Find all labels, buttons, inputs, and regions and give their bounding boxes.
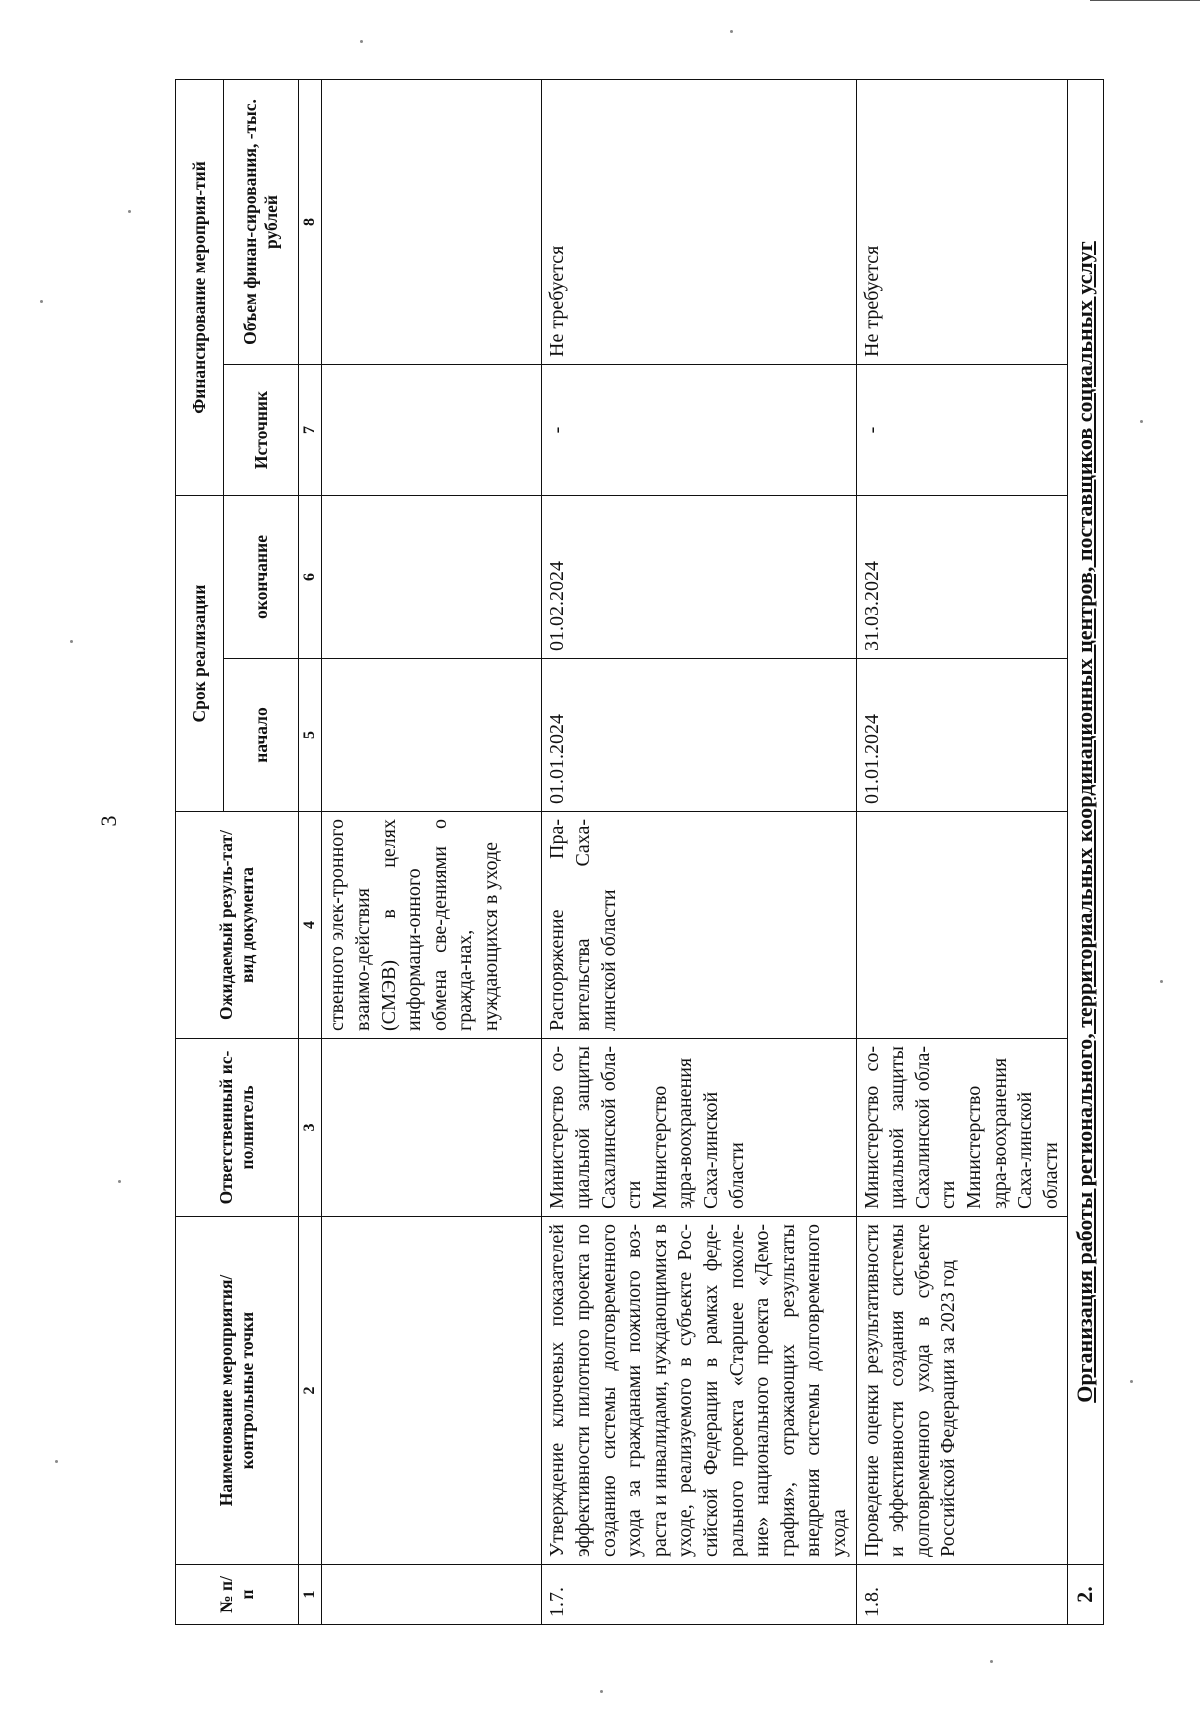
scan-speck — [1130, 1380, 1133, 1383]
section-num: 2. — [1068, 1565, 1103, 1625]
header-row-1 — [176, 79, 224, 1624]
header-finance: Финансирование мероприя-тий — [176, 79, 224, 495]
row-start — [322, 659, 542, 812]
column-number: 3 — [299, 1039, 322, 1217]
page-number: 3 — [96, 815, 121, 827]
scan-speck — [1140, 420, 1143, 423]
row-result: Распоряжение Пра-вительства Саха-линской области — [542, 812, 856, 1039]
row-executor — [542, 1039, 856, 1217]
row-source — [322, 364, 542, 495]
row-num — [322, 1565, 542, 1625]
executor-line: Министерство здра-воохранения Саха-линской области — [962, 1057, 1062, 1209]
scan-speck — [990, 1660, 993, 1663]
header-term-start: начало — [224, 659, 299, 812]
row-start: 01.01.2024 — [856, 659, 1068, 812]
row-volume: Не требуется — [856, 79, 1068, 364]
header-finance-source: Источник — [224, 364, 299, 495]
row-start: 01.01.2024 — [542, 659, 856, 812]
row-volume: Не требуется — [542, 79, 856, 364]
column-number: 1 — [299, 1565, 322, 1625]
row-name — [322, 1217, 542, 1565]
row-result: ственного элек-тронного взаимо-действия (СМЭВ) в целях информаци-онного обмена све-дениями о гражда-нах, нуждающихся в уходе — [322, 812, 542, 1039]
column-number: 5 — [299, 659, 322, 812]
scan-speck — [70, 640, 73, 643]
scan-speck — [600, 1690, 603, 1693]
scan-speck — [55, 1460, 58, 1463]
scan-speck — [730, 30, 733, 33]
section-title: Организация работы регионального, территориальных координационных центров, поставщиков социальных услуг — [1072, 241, 1098, 1403]
header-result: Ожидаемый резуль-тат/вид документа — [176, 812, 299, 1039]
section-row — [1068, 79, 1103, 1624]
scan-speck — [40, 300, 43, 303]
header-num: № п/п — [176, 1565, 299, 1625]
row-source: - — [856, 364, 1068, 495]
executor-line: Министерство со-циальной защиты Сахалинской обла-сти — [546, 1046, 646, 1209]
column-number: 6 — [299, 495, 322, 658]
row-end — [322, 495, 542, 658]
column-number: 2 — [299, 1217, 322, 1565]
row-num: 1.7. — [542, 1565, 856, 1625]
row-name: Проведение оценки результативности и эффективности создания системы долговременного ухода в субъекте Российской Федерации за 2023 год — [856, 1217, 1068, 1565]
plan-table — [175, 79, 1104, 1625]
section-title-cell — [1068, 79, 1103, 1564]
table-row — [856, 79, 1068, 1624]
scan-speck — [118, 1180, 121, 1183]
table-row — [322, 79, 542, 1624]
scan-edge-line — [1090, 0, 1200, 1]
row-name: Утверждение ключевых показателей эффективности пилотного проекта по созданию системы долговременного ухода за гражданами пожилого воз-раста и инвалидами, нуждающимися в уходе, реализуемого в субъекте Рос-сийской Федерации в рамках феде-рального проекта «Старшее поколе-ние» национального проекта «Демо-графия», отражающих результаты внедрения системы долговременного ухода — [542, 1217, 856, 1565]
header-finance-volume: Объем финан-сирования, -тыс. рублей — [224, 79, 299, 364]
column-numbers-row — [299, 79, 322, 1624]
executor-line: Министерство здра-воохранения Саха-линской области — [648, 1057, 748, 1209]
row-executor — [856, 1039, 1068, 1217]
rotated-table-wrapper — [175, 80, 1098, 1625]
header-name: Наименование мероприятия/ контрольные точки — [176, 1217, 299, 1565]
table-row — [542, 79, 856, 1624]
column-number: 8 — [299, 79, 322, 364]
scan-speck — [360, 40, 363, 43]
scan-speck — [1160, 980, 1163, 983]
row-result — [856, 812, 1068, 1039]
row-source: - — [542, 364, 856, 495]
row-volume — [322, 79, 542, 364]
header-term: Срок реализации — [176, 495, 224, 811]
row-num: 1.8. — [856, 1565, 1068, 1625]
row-executor — [322, 1039, 542, 1217]
row-end: 31.03.2024 — [856, 495, 1068, 658]
header-term-end: окончание — [224, 495, 299, 658]
column-number: 4 — [299, 812, 322, 1039]
column-number: 7 — [299, 364, 322, 495]
executor-line: Министерство со-циальной защиты Сахалинской обла-сти — [860, 1046, 960, 1209]
header-executor: Ответственный ис-полнитель — [176, 1039, 299, 1217]
row-end: 01.02.2024 — [542, 495, 856, 658]
scan-speck — [128, 210, 131, 213]
table-area — [175, 80, 1098, 1625]
